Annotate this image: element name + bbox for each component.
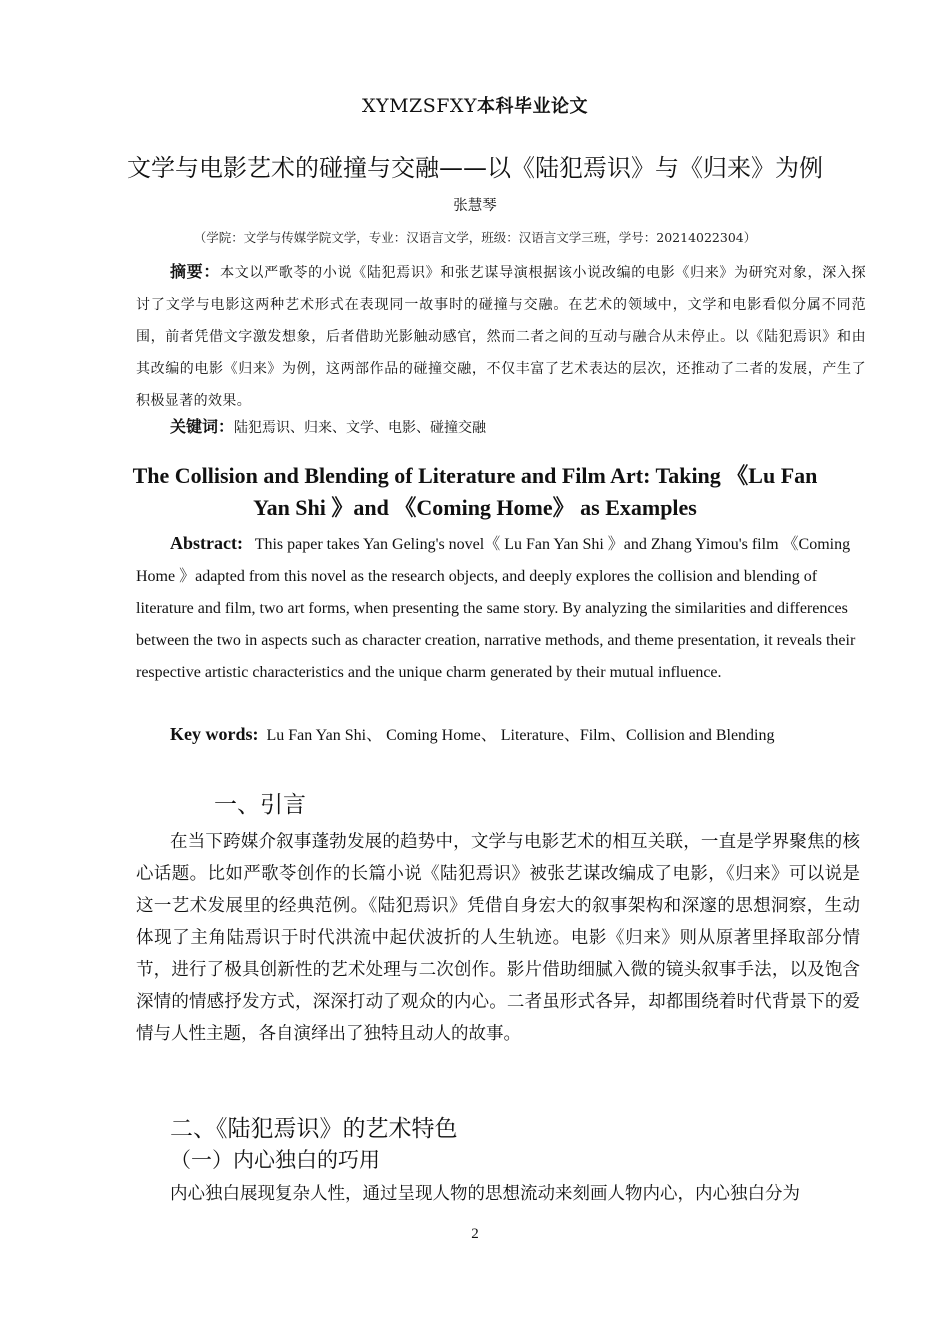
- chinese-abstract-label: 摘要：: [170, 262, 221, 281]
- section-2-heading: 二、《陆犯焉识》的艺术特色: [170, 1116, 458, 1142]
- section-2-paragraph: 内心独白展现复杂人性，通过呈现人物的思想流动来刻画人物内心，内心独白分为: [170, 1184, 800, 1204]
- header-label: 本科毕业论文: [477, 96, 588, 117]
- running-header: [0, 92, 950, 118]
- section-1-paragraph: 在当下跨媒介叙事蓬勃发展的趋势中，文学与电影艺术的相互关联，一直是学界聚焦的核心话题。比如严歌苓创作的长篇小说《陆犯焉识》被张艺谋改编成了电影，《归来》可以说是这一艺术发展里的经典范例。《陆犯焉识》凭借自身宏大的叙事架构和深邃的思想洞察，生动体现了主角陆焉识于时代洪流中起伏波折的人生轨迹。电影《归来》则从原著里择取部分情节，进行了极具创新性的艺术处理与二次创作。影片借助细腻入微的镜头叙事手法，以及饱含深情的情感抒发方式，深深打动了观众的内心。二者虽形式各异，却都围绕着时代背景下的爱情与人性主题，各自演绎出了独特且动人的故事。: [136, 832, 860, 1044]
- section-2-subheading: （一）内心独白的巧用: [170, 1148, 380, 1172]
- english-keywords-text: Lu Fan Yan Shi、 Coming Home、 Literature、Film、Collision and Blending: [266, 727, 775, 744]
- section-1-heading: 一、引言: [214, 792, 306, 818]
- chinese-title: 文学与电影艺术的碰撞与交融——以《陆犯焉识》与《归来》为例: [127, 154, 823, 182]
- english-abstract-text: This paper takes Yan Geling's novel《 Lu Fan Yan Shi 》and Zhang Yimou's film 《Coming Home 》adapted from this novel as the research objects, and deeply explores the collision and blending of literature and film, two art forms, when presenting the same story. By analyzing the similarities and differences between the two in aspects such as character creation, narrative methods, and theme presentation, it reveals their respective artistic characteristics and the unique charm generated by their mutual influence.: [136, 536, 856, 681]
- chinese-abstract-text: 本文以严歌苓的小说《陆犯焉识》和张艺谋导演根据该小说改编的电影《归来》为研究对象，深入探讨了文学与电影这两种艺术形式在表现同一故事时的碰撞与交融。在艺术的领域中，文学和电影看似分属不同范围，前者凭借文字激发想象，后者借助光影触动感官，然而二者之间的互动与融合从未停止。以《陆犯焉识》和由其改编的电影《归来》为例，这两部作品的碰撞交融，不仅丰富了艺术表达的层次，还推动了二者的发展，产生了积极显著的效果。: [136, 265, 866, 409]
- chinese-keywords: [170, 414, 870, 441]
- english-abstract: [136, 527, 866, 689]
- english-title: The Collision and Blending of Literature and Film Art: Taking 《Lu Fan Yan Shi 》and 《Coming Home》 as Examples: [132, 463, 818, 520]
- header-code: XYMZSFXY: [362, 95, 477, 117]
- page-number: 2: [471, 1226, 479, 1242]
- english-abstract-label: Abstract:: [170, 533, 243, 553]
- chinese-keywords-text: 陆犯焉识、归来、文学、电影、碰撞交融: [234, 420, 487, 436]
- english-keywords-label: Key words:: [170, 724, 259, 744]
- author-name: 张慧琴: [453, 198, 497, 214]
- chinese-keywords-label: 关键词：: [170, 417, 235, 436]
- chinese-abstract: [136, 256, 866, 417]
- author-affiliation: （学院：文学与传媒学院文学，专业：汉语言文学，班级：汉语言文学三班，学号：20214022304）: [193, 230, 757, 245]
- english-keywords: [170, 720, 870, 750]
